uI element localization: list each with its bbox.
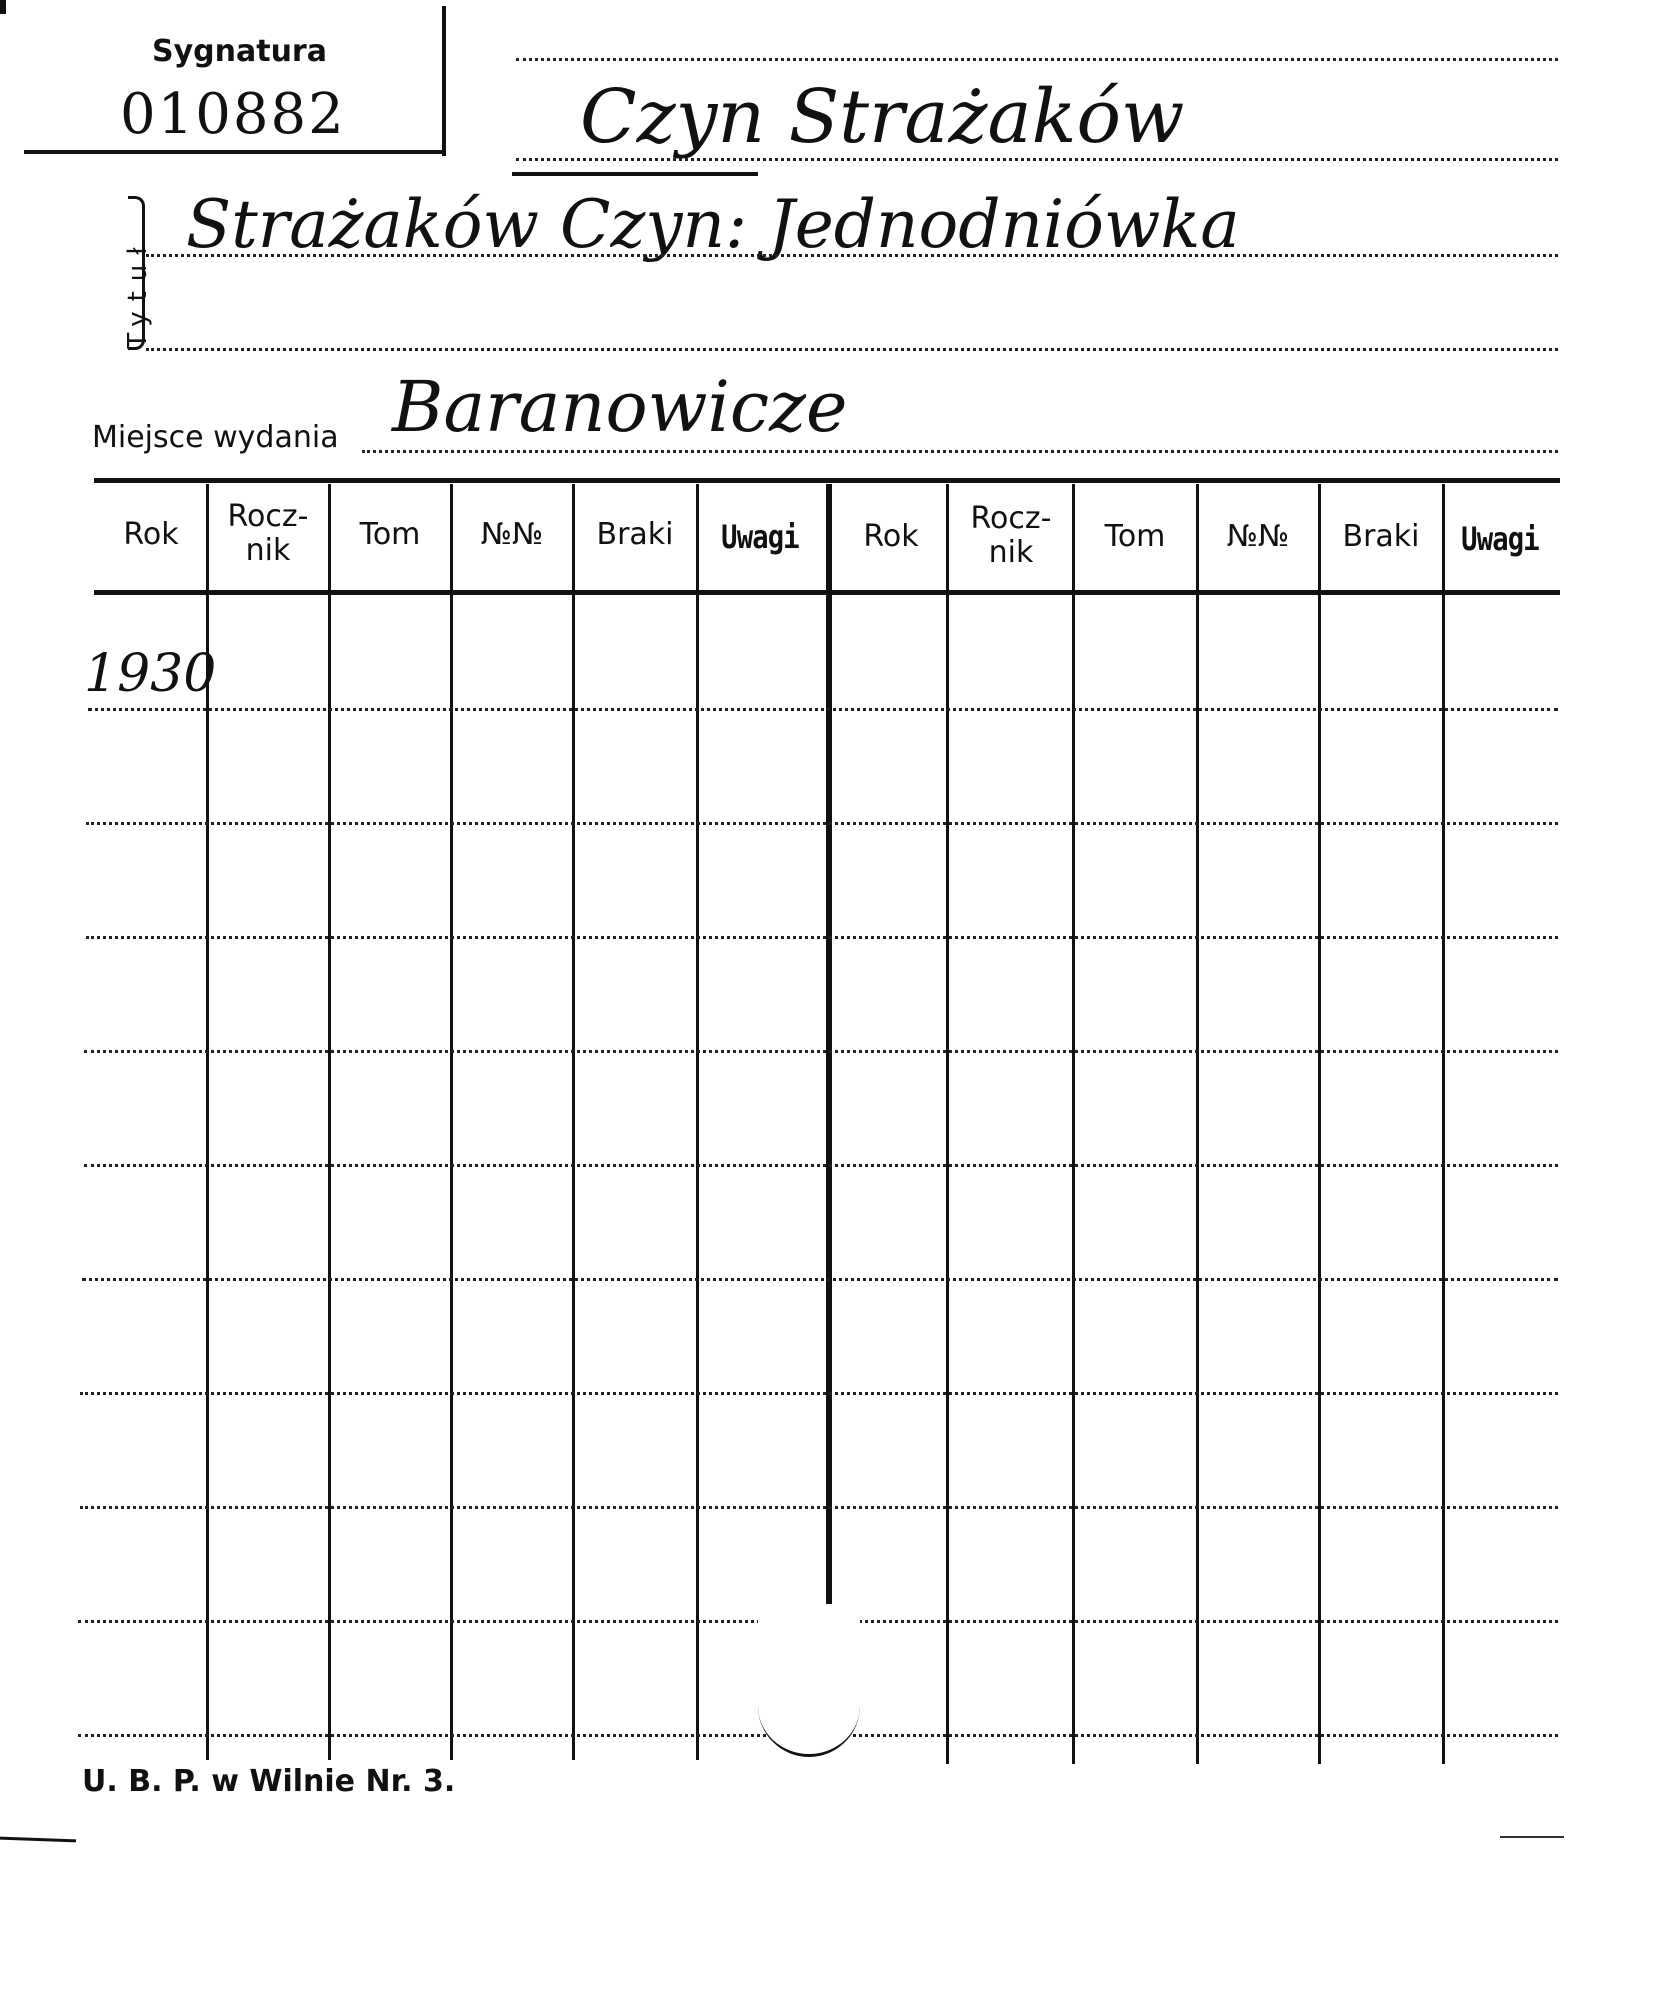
header-left-tom: Tom <box>359 517 421 552</box>
place-dotted-line <box>362 450 1558 453</box>
title-side-label: Tytuł <box>123 237 153 349</box>
title-top: Czyn Strażaków <box>580 74 1185 160</box>
signature-value: 010882 <box>120 82 346 147</box>
row-line <box>84 1164 1558 1167</box>
header-right-numery: №№ <box>1226 519 1290 554</box>
signature-box <box>24 0 446 156</box>
punch-hole <box>758 1604 860 1757</box>
column-line <box>450 484 453 1760</box>
header-right-braki: Braki <box>1342 519 1420 554</box>
title-line: Strażaków Czyn: Jednodniówka <box>186 186 1240 263</box>
signature-box-right-border <box>442 6 446 156</box>
row-line <box>82 1278 1558 1281</box>
header-right-rok: Rok <box>863 519 919 554</box>
header-left-uwagi: Uwagi <box>721 518 799 556</box>
column-line <box>946 484 949 1764</box>
title-brace <box>128 196 145 350</box>
row-line <box>80 1392 1558 1395</box>
title-top-underline <box>512 172 758 176</box>
column-line <box>572 484 575 1760</box>
row-line <box>86 936 1558 939</box>
row-1-rok-left: 1930 <box>84 644 217 704</box>
column-line <box>328 484 331 1760</box>
row-line <box>80 1506 1558 1509</box>
top-dotted-line-1 <box>516 58 1558 61</box>
edge-mark-left <box>0 1837 76 1843</box>
row-line <box>88 708 1558 711</box>
column-line <box>1318 484 1321 1764</box>
column-line <box>1196 484 1199 1764</box>
row-line <box>86 822 1558 825</box>
title-dotted-line-2 <box>146 348 1558 351</box>
center-divider <box>826 484 832 1604</box>
place-value: Baranowicze <box>392 366 848 448</box>
footer-printer: U. B. P. w Wilnie Nr. 3. <box>82 1764 456 1799</box>
table-top-rule <box>94 478 1560 483</box>
column-line <box>696 484 699 1760</box>
edge-mark-right <box>1500 1836 1564 1838</box>
top-dotted-line-2 <box>516 158 1558 161</box>
header-left-braki: Braki <box>596 517 674 552</box>
header-right-uwagi: Uwagi <box>1461 520 1539 558</box>
column-line <box>1442 484 1445 1764</box>
place-label: Miejsce wydania <box>92 420 339 455</box>
title-dotted-line-1 <box>146 254 1558 257</box>
signature-box-bottom-border <box>24 150 446 154</box>
column-line <box>1072 484 1075 1764</box>
header-right-tom: Tom <box>1104 519 1166 554</box>
header-left-rocznik: Rocz- nik <box>227 499 309 568</box>
header-right-rocznik: Rocz- nik <box>970 501 1052 570</box>
header-left-numery: №№ <box>480 517 544 552</box>
signature-label: Sygnatura <box>152 34 327 69</box>
edge-mark-top-left <box>0 0 6 14</box>
header-left-rok: Rok <box>123 517 179 552</box>
row-line <box>84 1050 1558 1053</box>
